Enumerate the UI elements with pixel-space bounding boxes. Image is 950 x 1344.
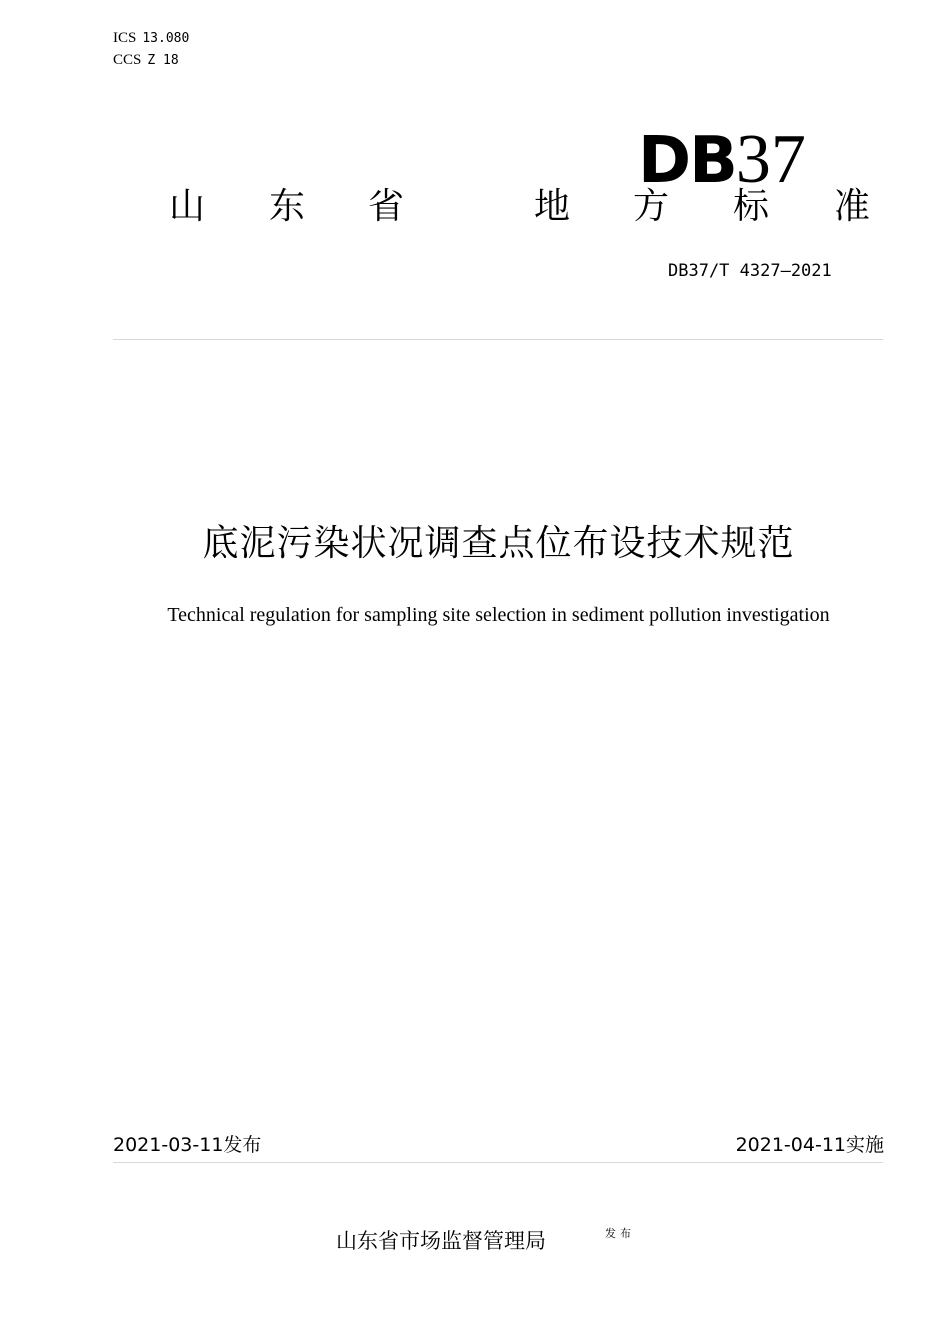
standard-type-char: 省 [368, 186, 405, 227]
logo-letters: DB [638, 124, 736, 198]
db37-logo [638, 121, 806, 198]
standard-type-char: 方 [633, 186, 670, 227]
bottom-divider [113, 1162, 883, 1163]
standard-number: DB37/T 4327—2021 [668, 261, 832, 281]
ccs-label: CCS [113, 52, 142, 68]
logo-number: 37 [735, 121, 806, 198]
standard-type-char: 准 [834, 186, 871, 227]
issuer: 山东省市场监督管理局 [336, 1229, 546, 1253]
ics-label: ICS [113, 30, 137, 46]
ccs-code [113, 52, 179, 69]
ccs-value: Z 18 [147, 53, 179, 68]
release-date: 2021-03-11发布 [113, 1134, 262, 1156]
title-chinese: 底泥污染状况调查点位布设技术规范 [202, 523, 795, 564]
issue-label: 发布 [605, 1227, 635, 1240]
top-divider [113, 339, 883, 340]
title-english: Technical regulation for sampling site selection in sediment pollution investigation [167, 604, 830, 626]
standard-type-char: 标 [733, 186, 770, 227]
standard-type-char: 山 [169, 186, 206, 227]
ics-code [113, 30, 189, 47]
standard-type-char: 地 [534, 186, 571, 227]
ics-value: 13.080 [142, 31, 190, 46]
implementation-date: 2021-04-11实施 [735, 1134, 884, 1156]
standard-type-char: 东 [269, 186, 306, 227]
